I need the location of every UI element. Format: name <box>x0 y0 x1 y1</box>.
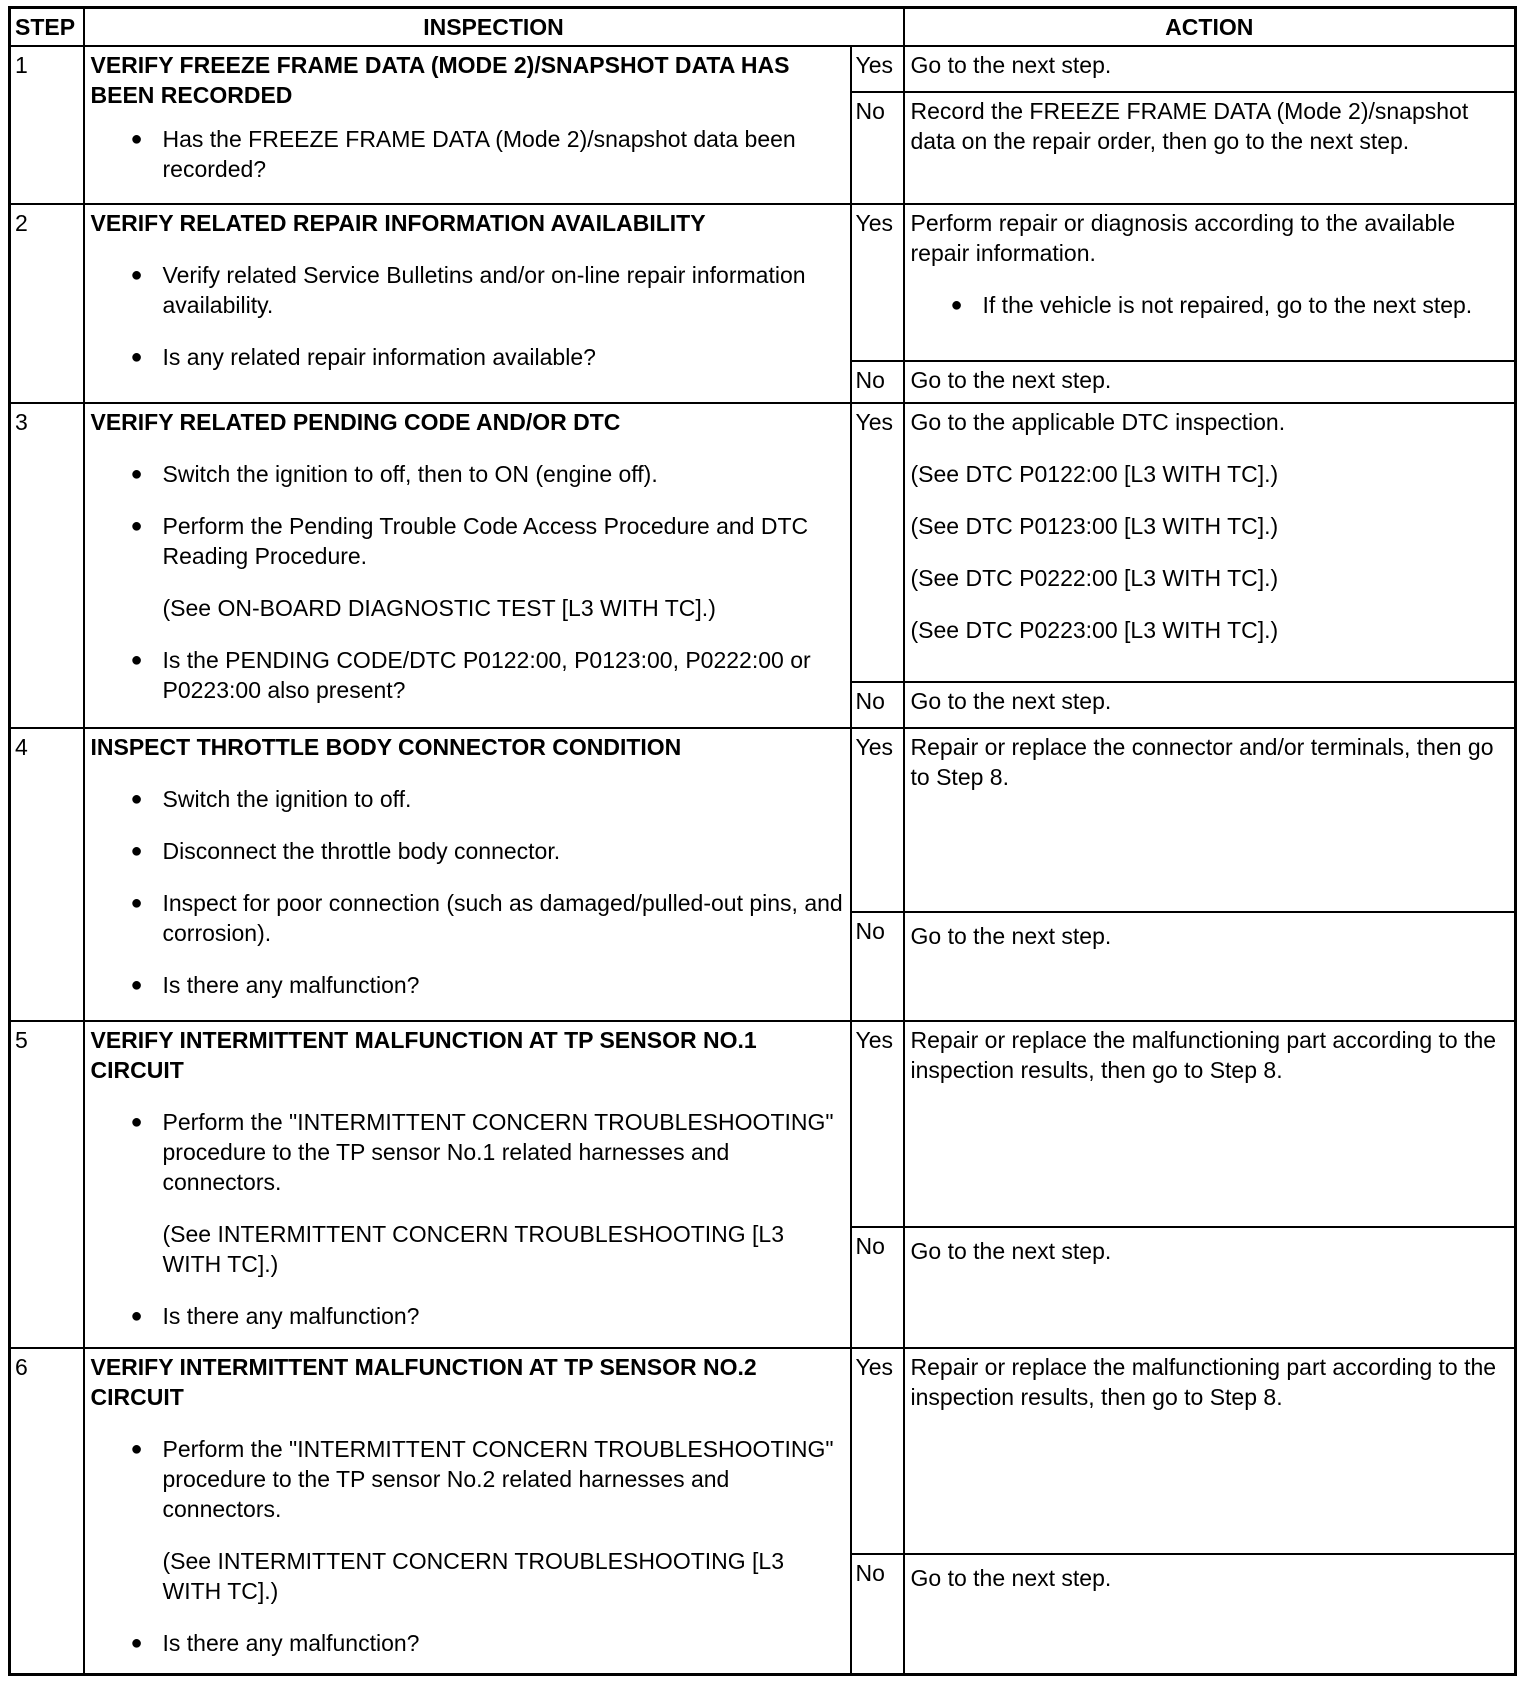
step-2-no-label: No <box>851 361 904 403</box>
step-3-yes-action: Go to the applicable DTC inspection. <box>910 408 1286 435</box>
step-2-yes-label: Yes <box>851 204 904 360</box>
step-6-reference: (See INTERMITTENT CONCERN TROUBLESHOOTING [L3 WITH TC].) <box>162 1547 785 1604</box>
step-2-bullet-1: ● Verify related Service Bulletins and/or on-line repair information availability. <box>130 262 806 319</box>
step-4-number: 4 <box>10 728 84 1021</box>
step-6-yes-action: Repair or replace the malfunctioning part according to the inspection results, then go to Step 8. <box>904 1348 1516 1555</box>
bullet-dot-icon: ● <box>130 648 143 671</box>
step-5-no-label: No <box>851 1227 904 1347</box>
bullet-dot-icon: ● <box>130 891 143 914</box>
step-3-bullet-1: ● Switch the ignition to off, then to ON (engine off). <box>130 460 658 487</box>
step-5-bullet-2: ● Is there any malfunction? <box>130 1302 420 1329</box>
step-3-yes-row <box>10 403 1516 682</box>
bullet-dot-icon: ● <box>130 787 143 810</box>
step-6-yes-row <box>10 1348 1516 1555</box>
step-6-bullet-1: ● Perform the "INTERMITTENT CONCERN TROUBLESHOOTING" procedure to the TP sensor No.2 related harnesses and connectors. <box>130 1435 834 1522</box>
step-5-title: VERIFY INTERMITTENT MALFUNCTION AT TP SENSOR NO.1 CIRCUIT <box>90 1026 757 1083</box>
step-3-bullet-2: ● Perform the Pending Trouble Code Access Procedure and DTC Reading Procedure. <box>130 512 809 569</box>
step-5-yes-action: Repair or replace the malfunctioning part according to the inspection results, then go to Step 8. <box>904 1021 1516 1228</box>
step-4-yes-row <box>10 728 1516 913</box>
header-step: STEP <box>10 8 84 47</box>
header-row <box>10 8 1516 47</box>
header-inspection: INSPECTION <box>84 8 904 47</box>
step-2-bullet-2: ● Is any related repair information available? <box>130 344 596 371</box>
step-1-yes-row <box>10 46 1516 92</box>
step-4-no-action: Go to the next step. <box>904 912 1516 1020</box>
step-3-yes-ref-1: (See DTC P0122:00 [L3 WITH TC].) <box>910 460 1279 487</box>
step-6-bullet-2: ● Is there any malfunction? <box>130 1629 420 1656</box>
step-6-yes-label: Yes <box>851 1348 904 1555</box>
step-1-inspection <box>84 46 851 204</box>
bullet-dot-icon: ● <box>130 128 143 150</box>
step-1-no-label: No <box>851 92 904 204</box>
step-4-inspection <box>84 728 851 1021</box>
bullet-dot-icon: ● <box>130 1631 143 1654</box>
step-5-number: 5 <box>10 1021 84 1348</box>
step-5-yes-row <box>10 1021 1516 1228</box>
step-3-yes-label: Yes <box>851 403 904 682</box>
step-2-yes-row <box>10 204 1516 360</box>
step-2-yes-action: Perform repair or diagnosis according to the available repair information. <box>910 210 1456 267</box>
step-2-number: 2 <box>10 204 84 403</box>
step-1-title: VERIFY FREEZE FRAME DATA (MODE 2)/SNAPSHOT DATA HAS BEEN RECORDED <box>90 52 790 108</box>
step-1-bullet-1: ● Has the FREEZE FRAME DATA (Mode 2)/snapshot data been recorded? <box>130 126 796 182</box>
bullet-dot-icon: ● <box>130 1304 143 1327</box>
step-4-no-label: No <box>851 912 904 1020</box>
step-6-title: VERIFY INTERMITTENT MALFUNCTION AT TP SENSOR NO.2 CIRCUIT <box>90 1353 757 1410</box>
step-3-no-action: Go to the next step. <box>904 682 1516 728</box>
step-3-bullet-3: ● Is the PENDING CODE/DTC P0122:00, P0123:00, P0222:00 or P0223:00 also present? <box>130 646 811 703</box>
header-action: ACTION <box>904 8 1516 47</box>
step-6-number: 6 <box>10 1348 84 1675</box>
step-4-title: INSPECT THROTTLE BODY CONNECTOR CONDITION <box>90 733 682 760</box>
step-2-title: VERIFY RELATED REPAIR INFORMATION AVAILABILITY <box>90 210 706 237</box>
step-6-no-action: Go to the next step. <box>904 1554 1516 1674</box>
step-3-yes-ref-4: (See DTC P0223:00 [L3 WITH TC].) <box>910 616 1279 643</box>
step-1-yes-label: Yes <box>851 46 904 92</box>
step-3-title: VERIFY RELATED PENDING CODE AND/OR DTC <box>90 408 621 435</box>
bullet-dot-icon: ● <box>130 839 143 862</box>
step-2-inspection <box>84 204 851 403</box>
step-2-yes-cell <box>904 204 1516 360</box>
step-2-no-action: Go to the next step. <box>904 361 1516 403</box>
bullet-dot-icon: ● <box>130 514 143 537</box>
step-3-number: 3 <box>10 403 84 728</box>
step-4-bullet-4: ● Is there any malfunction? <box>130 971 420 998</box>
bullet-dot-icon: ● <box>130 973 143 996</box>
step-3-no-label: No <box>851 682 904 728</box>
step-5-no-action: Go to the next step. <box>904 1227 1516 1347</box>
step-6-inspection <box>84 1348 851 1675</box>
step-4-bullet-3: ● Inspect for poor connection (such as damaged/pulled-out pins, and corrosion). <box>130 889 843 946</box>
bullet-dot-icon: ● <box>130 1110 143 1133</box>
step-3-yes-ref-2: (See DTC P0123:00 [L3 WITH TC].) <box>910 512 1279 539</box>
step-5-reference: (See INTERMITTENT CONCERN TROUBLESHOOTING [L3 WITH TC].) <box>162 1220 785 1277</box>
step-4-bullet-1: ● Switch the ignition to off. <box>130 785 412 812</box>
step-3-yes-cell <box>904 403 1516 682</box>
diagnostic-procedure-table <box>8 6 1517 1676</box>
step-5-yes-label: Yes <box>851 1021 904 1228</box>
bullet-dot-icon: ● <box>130 1437 143 1460</box>
step-3-inspection <box>84 403 851 728</box>
step-3-reference: (See ON-BOARD DIAGNOSTIC TEST [L3 WITH TC].) <box>162 594 716 621</box>
bullet-dot-icon: ● <box>130 462 143 485</box>
step-2-yes-bullet: ● If the vehicle is not repaired, go to the next step. <box>950 292 1473 319</box>
step-4-yes-label: Yes <box>851 728 904 913</box>
bullet-dot-icon: ● <box>950 294 963 317</box>
step-3-yes-ref-3: (See DTC P0222:00 [L3 WITH TC].) <box>910 564 1279 591</box>
step-5-inspection <box>84 1021 851 1348</box>
step-6-no-label: No <box>851 1554 904 1674</box>
bullet-dot-icon: ● <box>130 264 143 287</box>
step-4-yes-action: Repair or replace the connector and/or terminals, then go to Step 8. <box>904 728 1516 913</box>
step-1-no-action: Record the FREEZE FRAME DATA (Mode 2)/snapshot data on the repair order, then go to the next step. <box>904 92 1516 204</box>
step-5-bullet-1: ● Perform the "INTERMITTENT CONCERN TROUBLESHOOTING" procedure to the TP sensor No.1 related harnesses and connectors. <box>130 1108 834 1195</box>
bullet-dot-icon: ● <box>130 346 143 369</box>
step-1-number: 1 <box>10 46 84 204</box>
step-1-yes-action: Go to the next step. <box>904 46 1516 92</box>
step-4-bullet-2: ● Disconnect the throttle body connector. <box>130 837 561 864</box>
